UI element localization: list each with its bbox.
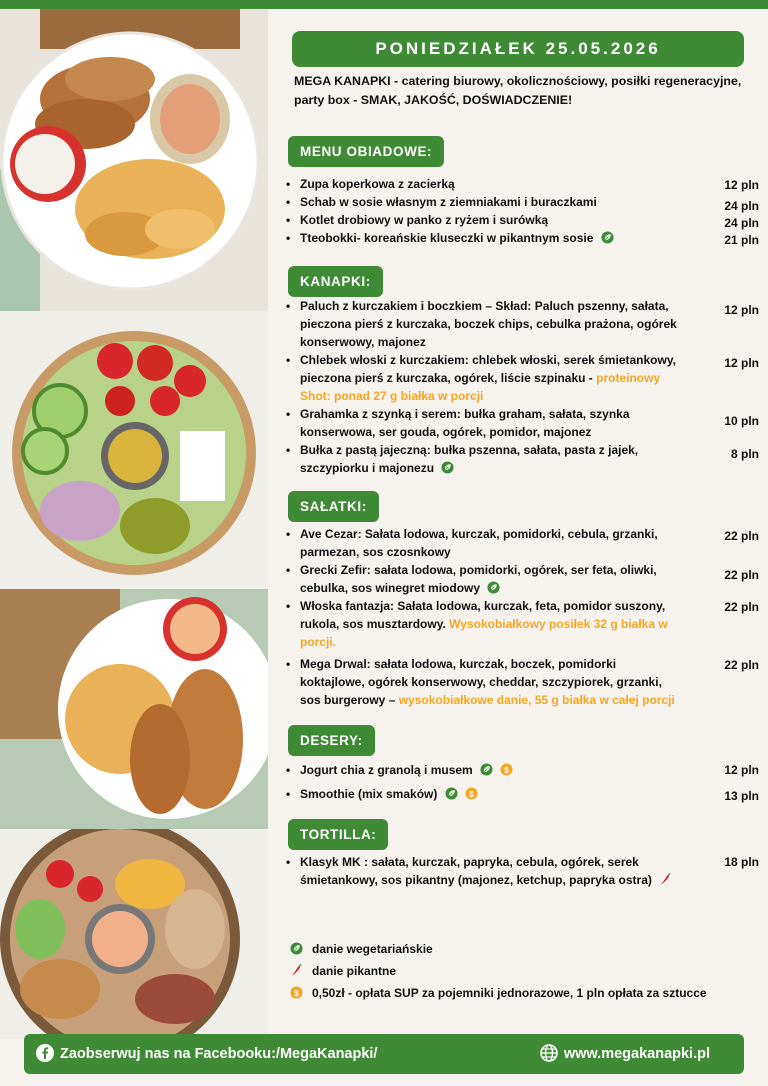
list-item	[284, 229, 759, 247]
item-price: 22 pln	[724, 529, 759, 543]
food-photos-column	[0, 9, 268, 1039]
legend-row-vege	[290, 941, 750, 963]
item-text: Jogurt chia z granolą i musem	[300, 763, 473, 777]
chili-icon	[659, 873, 672, 886]
item-text: Zupa koperkowa z zacierką	[300, 177, 455, 191]
day-date-title: PONIEDZIAŁEK 25.05.2026	[292, 31, 744, 67]
legend-spicy-text: danie pikantne	[312, 964, 397, 978]
item-price: 12 pln	[724, 178, 759, 192]
list-obiadowe	[284, 175, 759, 247]
leaf-icon	[601, 231, 614, 244]
item-price: 10 pln	[724, 414, 759, 428]
photo-chicken-strips	[0, 589, 268, 829]
facebook-link[interactable]	[36, 1034, 377, 1074]
globe-icon	[540, 1044, 558, 1062]
item-text: Tteobokki- koreańskie kluseczki w pikantnym sosie	[300, 231, 594, 245]
photo-pork-fries	[0, 9, 268, 311]
item-price: 22 pln	[724, 600, 759, 614]
coin-symbol: $	[469, 788, 474, 799]
item-price: 12 pln	[724, 356, 759, 370]
facebook-icon	[36, 1044, 54, 1062]
item-text: Chlebek włoski z kurczakiem: chlebek włoski, serek śmietankowy, pieczona pierś z kurczaka, ogórek, liście szpinaku -	[300, 353, 676, 385]
item-text: Smoothie (mix smaków)	[300, 787, 438, 801]
list-item	[284, 853, 759, 889]
item-text: Grecki Zefir: sałata lodowa, pomidorki, ogórek, ser feta, oliwki, cebulka, sos winegret miodowy	[300, 563, 657, 595]
photo-salad-bowl	[0, 311, 268, 589]
footer-bar	[24, 1034, 744, 1074]
list-item	[284, 597, 759, 651]
item-price: 24 pln	[724, 199, 759, 213]
list-item	[284, 785, 759, 803]
item-text: Klasyk MK : sałata, kurczak, papryka, cebula, ogórek, serek śmietankowy, sos pikantny (majonez, ketchup, papryka ostra)	[300, 855, 652, 887]
item-price: 24 pln	[724, 216, 759, 230]
legend-row-sup	[290, 985, 750, 1007]
section-title-desery: DESERY:	[288, 725, 375, 756]
item-highlight: Wysokobiałkowy posiłek 32 g białka w porcji.	[300, 617, 668, 649]
section-title-tortilla: TORTILLA:	[288, 819, 388, 850]
item-text: Paluch z kurczakiem i boczkiem – Skład: Paluch pszenny, sałata, pieczona pierś z kurczaka, boczek chips, cebulka prażona, ogórek konserwowy, majonez	[300, 299, 677, 349]
section-title-kanapki: KANAPKI:	[288, 266, 383, 297]
leaf-icon	[441, 461, 454, 474]
item-price: 13 pln	[724, 789, 759, 803]
list-item	[284, 351, 759, 405]
menu-content	[268, 9, 768, 1029]
item-text: Grahamka z szynką i serem: bułka graham, sałata, szynka konserwowa, ser gouda, ogórek, pomidor, majonez	[300, 407, 630, 439]
chili-icon	[290, 964, 303, 977]
item-price: 12 pln	[724, 763, 759, 777]
website-text: www.megakanapki.pl	[563, 1046, 710, 1062]
list-item	[284, 441, 759, 477]
item-price: 8 pln	[730, 447, 759, 461]
item-price: 22 pln	[724, 568, 759, 582]
legend-row-spicy	[290, 963, 750, 985]
coin-icon	[500, 763, 513, 776]
leaf-icon	[487, 581, 500, 594]
intro-text: MEGA KANAPKI - catering biurowy, okolicznościowy, posiłki regeneracyjne, party box - SMAK, JAKOŚĆ, DOŚWIADCZENIE!	[294, 74, 742, 107]
top-bar	[0, 0, 768, 9]
list-kanapki	[284, 297, 759, 477]
facebook-text: Zaobserwuj nas na Facebooku:/MegaKanapki/	[60, 1046, 378, 1062]
list-salatki	[284, 525, 759, 709]
leaf-icon	[480, 763, 493, 776]
list-tortilla	[284, 853, 759, 889]
item-price: 22 pln	[724, 658, 759, 672]
item-text: Ave Cezar: Sałata lodowa, kurczak, pomidorki, cebula, grzanki, parmezan, sos czosnkowy	[300, 527, 658, 559]
list-item	[284, 405, 759, 441]
item-text: Włoska fantazja: Sałata lodowa, kurczak, feta, pomidor suszony, rukola, sos musztardowy.	[300, 599, 666, 631]
legend-sup-text: 0,50zł - opłata SUP za pojemniki jednorazowe, 1 pln opłata za sztucce	[312, 986, 707, 1000]
section-title-obiadowe: MENU OBIADOWE:	[288, 136, 444, 167]
item-highlight: wysokobiałkowe danie, 55 g białka w całej porcji	[398, 693, 675, 707]
legend-vege-text: danie wegetariańskie	[312, 942, 433, 956]
list-item	[284, 655, 759, 709]
coin-icon	[290, 986, 303, 999]
item-text: Mega Drwal: sałata lodowa, kurczak, boczek, pomidorki koktajlowe, ogórek konserwowy, cheddar, szczypiorek, grzanki, sos burgerowy –	[300, 657, 662, 707]
item-highlight: proteinowy Shot: ponad 27 g białka w porcji	[300, 371, 661, 403]
leaf-icon	[290, 942, 303, 955]
leaf-icon	[445, 787, 458, 800]
item-text: Kotlet drobiowy w panko z ryżem i surówką	[300, 213, 549, 227]
item-text: Bułka z pastą jajeczną: bułka pszenna, sałata, pasta z jajek, szczypiorku i majonezu	[300, 443, 639, 475]
list-item	[284, 175, 759, 193]
list-item	[284, 761, 759, 785]
photo-kebab-box	[0, 829, 268, 1039]
list-item	[284, 525, 759, 561]
coin-icon	[465, 787, 478, 800]
item-price: 12 pln	[724, 303, 759, 317]
list-item	[284, 297, 759, 351]
list-item	[284, 211, 759, 229]
section-title-salatki: SAŁATKI:	[288, 491, 379, 522]
legend	[290, 941, 750, 1007]
website-link[interactable]	[540, 1034, 710, 1074]
item-price: 18 pln	[724, 855, 759, 869]
item-text: Schab w sosie własnym z ziemniakami i buraczkami	[300, 195, 597, 209]
list-desery	[284, 761, 759, 803]
coin-symbol: $	[294, 987, 299, 998]
list-item	[284, 193, 759, 211]
item-price: 21 pln	[724, 233, 759, 247]
list-item	[284, 561, 759, 597]
coin-symbol: $	[504, 764, 510, 775]
